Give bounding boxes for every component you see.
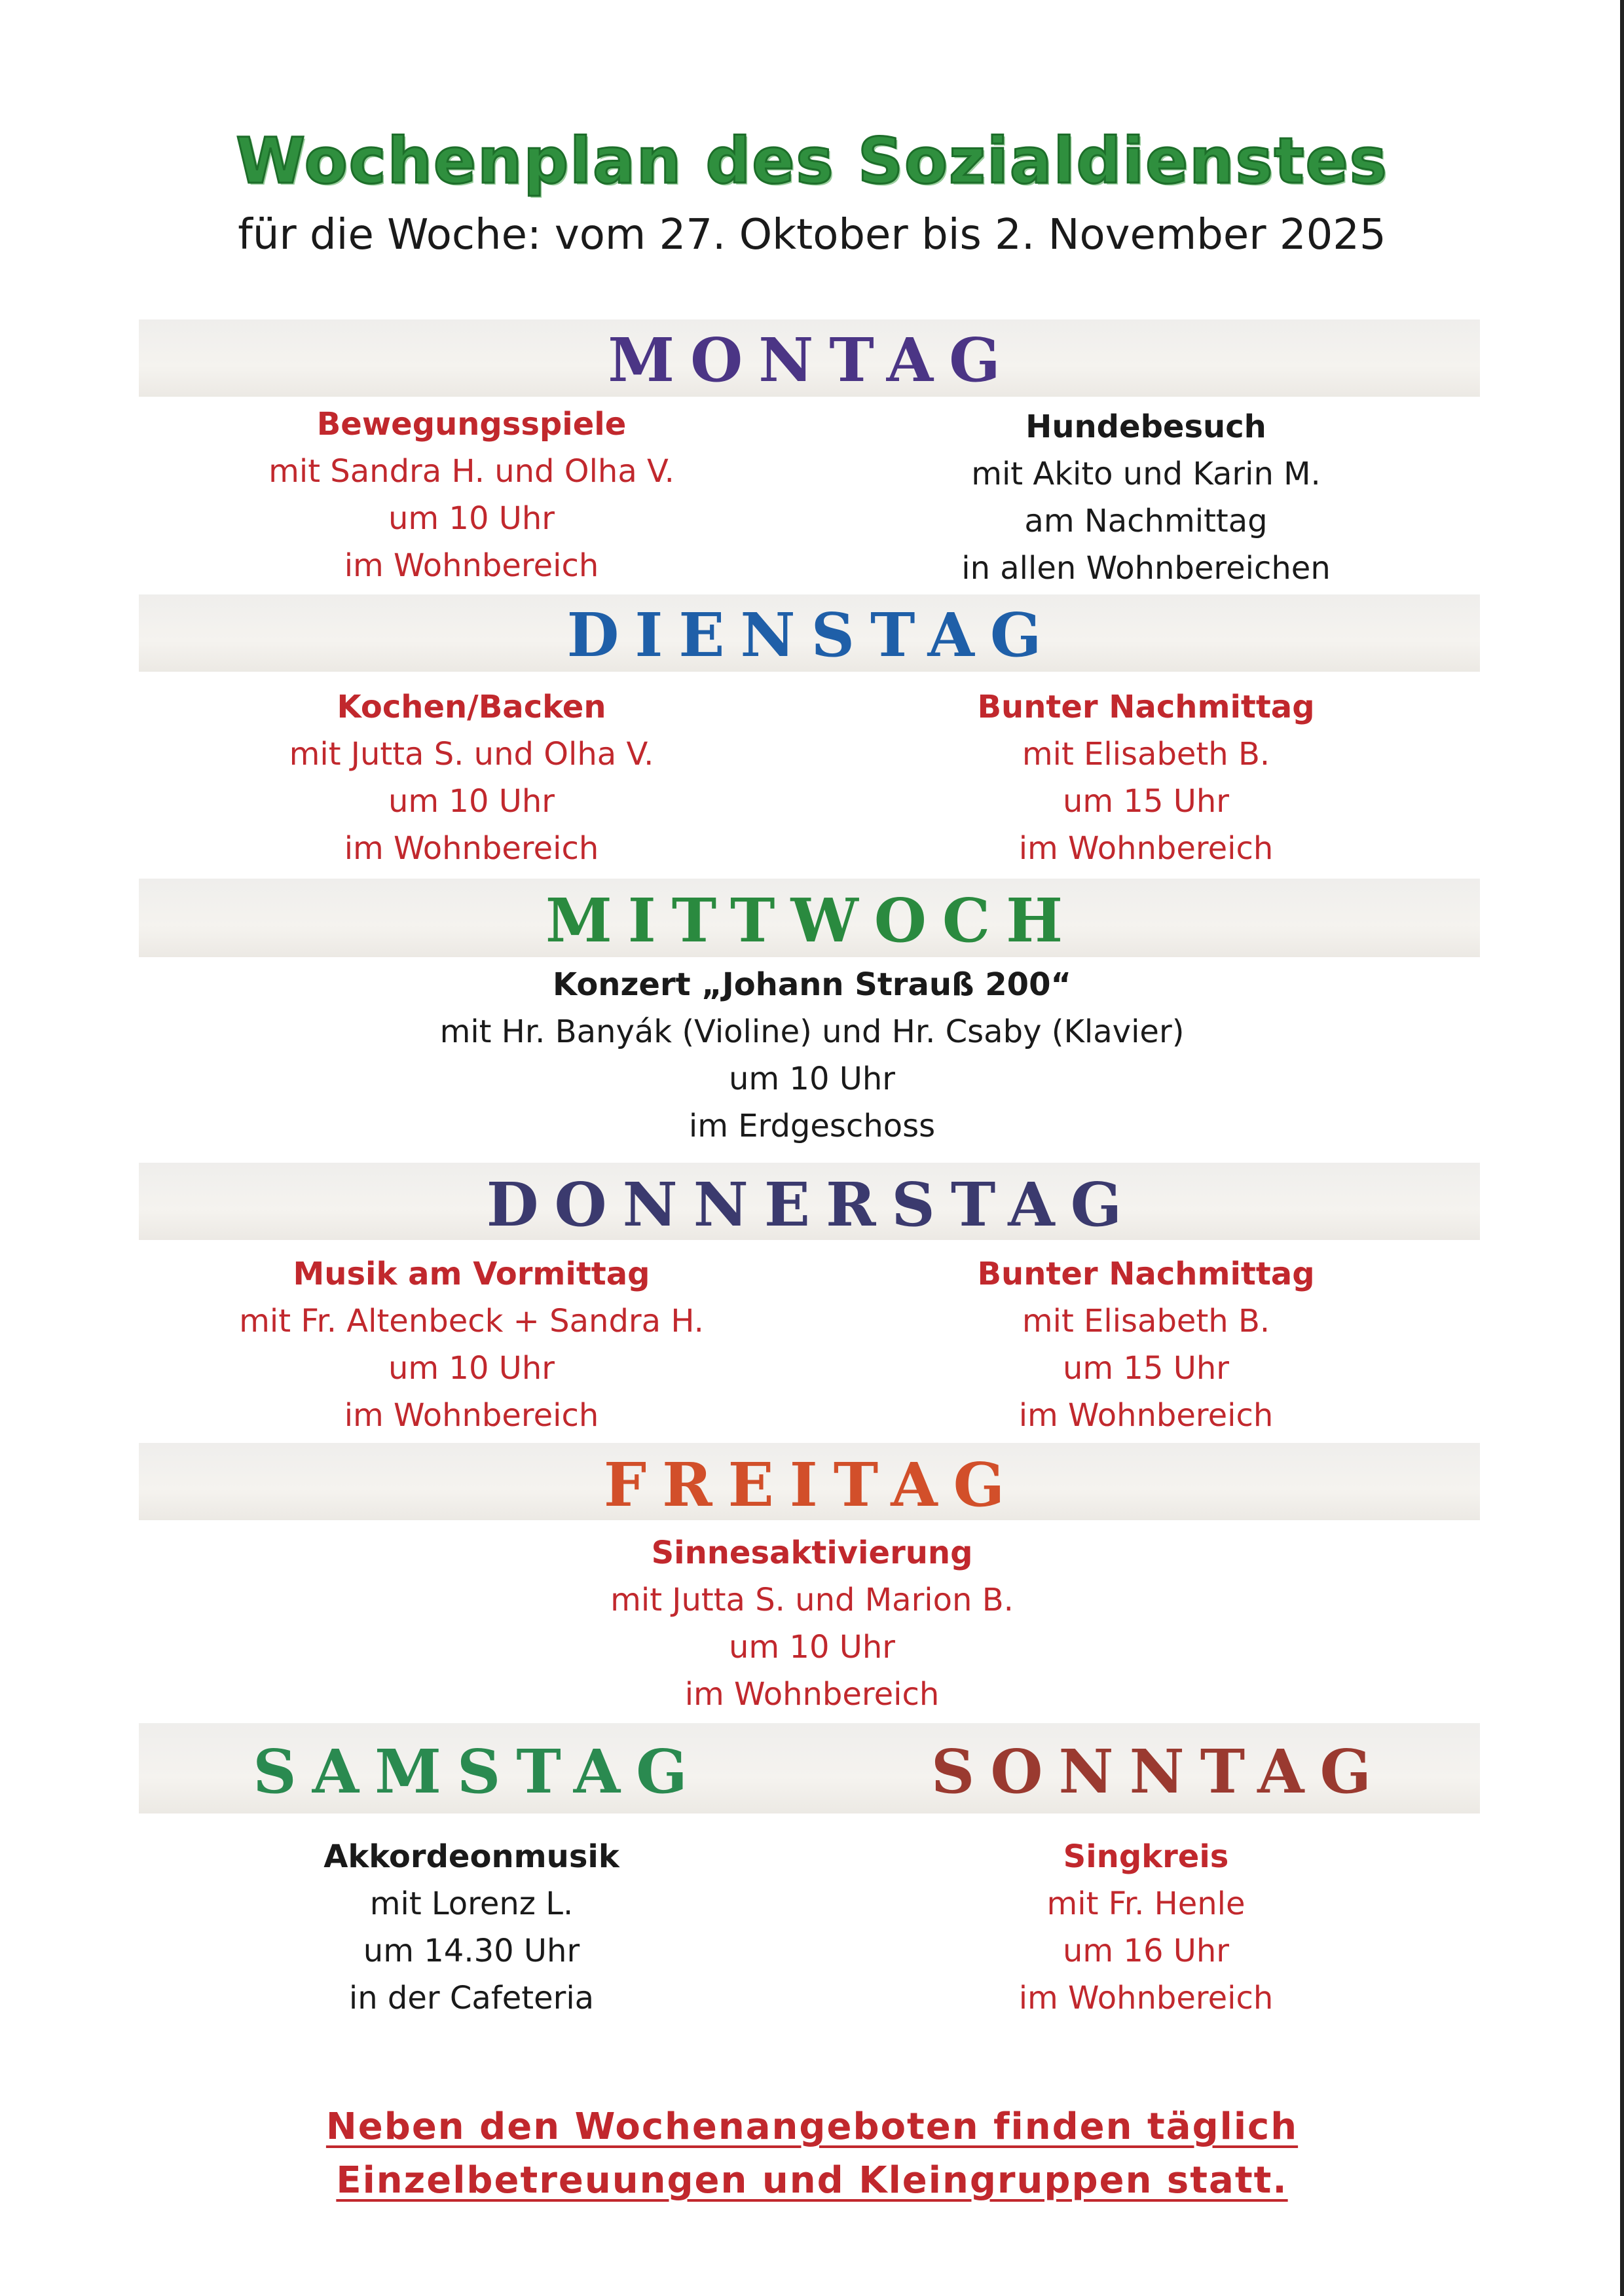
day-heading-samstag: SAMSTAG	[253, 1736, 703, 1807]
event-line: im Wohnbereich	[1018, 1980, 1274, 2016]
event-line: um 15 Uhr	[1062, 783, 1230, 820]
event-title: Kochen/Backen	[337, 689, 606, 725]
event-line: um 10 Uhr	[388, 500, 555, 537]
event-line: mit Elisabeth B.	[1022, 1303, 1270, 1339]
event-title: Konzert „Johann Strauß 200“	[552, 966, 1072, 1003]
event-line: mit Hr. Banyák (Violine) und Hr. Csaby (Klavier)	[439, 1013, 1185, 1050]
event-montag-2	[864, 403, 1428, 592]
event-title: Bunter Nachmittag	[977, 689, 1315, 725]
footer-note-line-1: Neben den Wochenangeboten finden täglich	[325, 2105, 1299, 2148]
day-heading-montag: MONTAG	[608, 325, 1016, 395]
event-mittwoch-1	[288, 961, 1336, 1150]
day-heading-freitag: FREITAG	[603, 1449, 1021, 1520]
event-freitag-1	[288, 1529, 1336, 1718]
event-line: um 10 Uhr	[388, 783, 555, 820]
event-line: um 16 Uhr	[1062, 1933, 1230, 1969]
event-line: um 10 Uhr	[728, 1629, 896, 1666]
event-donnerstag-2	[864, 1250, 1428, 1439]
footer-note-line-2: Einzelbetreuungen und Kleingruppen statt.	[336, 2159, 1288, 2202]
event-title: Hundebesuch	[1025, 409, 1266, 445]
event-line: im Wohnbereich	[684, 1676, 940, 1713]
event-line: im Erdgeschoss	[688, 1108, 936, 1144]
event-line: mit Fr. Altenbeck + Sandra H.	[239, 1303, 704, 1339]
event-title: Akkordeonmusik	[323, 1838, 619, 1875]
event-title: Musik am Vormittag	[293, 1256, 650, 1292]
day-heading-donnerstag: DONNERSTAG	[486, 1169, 1138, 1240]
event-line: mit Lorenz L.	[369, 1886, 574, 1922]
event-dienstag-1	[190, 683, 753, 872]
event-line: im Wohnbereich	[344, 547, 599, 584]
event-line: um 14.30 Uhr	[363, 1933, 580, 1969]
event-line: im Wohnbereich	[1018, 1397, 1274, 1434]
event-line: mit Jutta S. und Marion B.	[610, 1582, 1014, 1618]
event-title: Bunter Nachmittag	[977, 1256, 1315, 1292]
page-title: Wochenplan des Sozialdienstes	[236, 124, 1388, 198]
day-heading-sonntag: SONNTAG	[931, 1736, 1388, 1807]
event-line: in allen Wohnbereichen	[961, 550, 1331, 587]
event-line: in der Cafeteria	[348, 1980, 595, 2016]
event-dienstag-2	[864, 683, 1428, 872]
event-title: Sinnesaktivierung	[651, 1535, 973, 1571]
event-line: mit Fr. Henle	[1046, 1886, 1246, 1922]
event-title: Bewegungsspiele	[316, 406, 627, 443]
event-samstag-1	[190, 1833, 753, 2022]
event-line: um 10 Uhr	[388, 1350, 555, 1387]
event-donnerstag-1	[190, 1250, 753, 1439]
event-line: im Wohnbereich	[344, 830, 599, 867]
event-line: um 10 Uhr	[728, 1061, 896, 1097]
event-line: am Nachmittag	[1024, 503, 1268, 539]
day-heading-dienstag: DIENSTAG	[566, 600, 1058, 670]
event-line: um 15 Uhr	[1062, 1350, 1230, 1387]
event-montag-1	[190, 401, 753, 589]
event-sonntag-1	[864, 1833, 1428, 2022]
event-line: mit Akito und Karin M.	[971, 456, 1321, 492]
event-line: mit Jutta S. und Olha V.	[289, 736, 654, 773]
event-title: Singkreis	[1063, 1838, 1229, 1875]
event-line: mit Sandra H. und Olha V.	[268, 453, 674, 490]
day-heading-mittwoch: MITTWOCH	[545, 885, 1079, 956]
event-line: im Wohnbereich	[344, 1397, 599, 1434]
page-subtitle: für die Woche: vom 27. Oktober bis 2. November 2025	[238, 211, 1386, 259]
event-line: mit Elisabeth B.	[1022, 736, 1270, 773]
event-line: im Wohnbereich	[1018, 830, 1274, 867]
